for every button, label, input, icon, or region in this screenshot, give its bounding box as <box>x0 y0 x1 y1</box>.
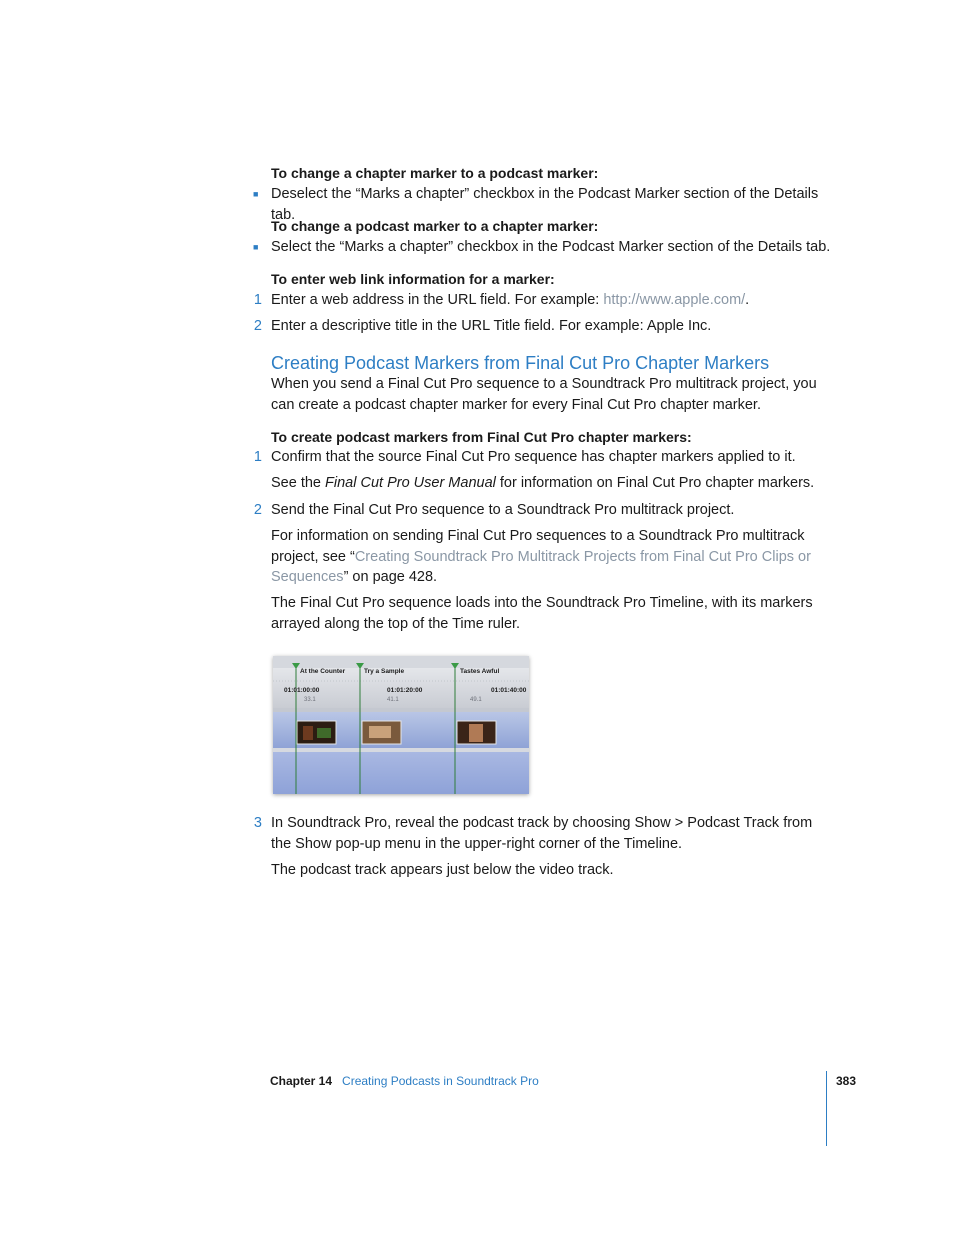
step-number: 3 <box>253 815 262 831</box>
chapter-label: Chapter 14 <box>270 1074 333 1088</box>
podcast-track <box>273 752 529 794</box>
bullet-icon: ■ <box>253 189 259 199</box>
note-part: for information on Final Cut Pro chapter markers. <box>495 475 815 491</box>
step-note <box>271 526 811 588</box>
example-link[interactable]: http://www.apple.com/ <box>603 292 746 308</box>
timeline-screenshot <box>273 656 529 794</box>
instruction-heading: To change a podcast marker to a chapter marker: <box>271 218 599 234</box>
frame-label: 33.1 <box>304 697 316 703</box>
step-text: Confirm that the source Final Cut Pro sequence has chapter markers applied to it. <box>271 449 796 465</box>
instruction-heading: To create podcast markers from Final Cut Pro chapter markers: <box>271 429 692 445</box>
manual-title: Final Cut Pro User Manual <box>325 475 496 491</box>
marker-label: Tastes Awful <box>460 668 500 675</box>
frame-label: 49.1 <box>470 697 482 703</box>
step-text: In Soundtrack Pro, reveal the podcast track by choosing Show > Podcast Track from the Show pop-up menu in the upper-right corner of the Timeline. <box>271 815 813 852</box>
step-text: Enter a descriptive title in the URL Title field. For example: Apple Inc. <box>271 318 712 334</box>
timeline-illustration <box>273 656 529 794</box>
bullet-text: Deselect the “Marks a chapter” checkbox in the Podcast Marker section of the Details tab. <box>271 186 819 223</box>
chapter-title-link[interactable]: Creating Podcasts in Soundtrack Pro <box>342 1074 539 1088</box>
timecode-label: 01:01:00:00 <box>284 687 320 694</box>
section-heading: Creating Podcast Markers from Final Cut Pro Chapter Markers <box>271 353 770 373</box>
marker-label: At the Counter <box>300 668 346 675</box>
step-number: 2 <box>253 318 262 334</box>
frame-label: 41.1 <box>387 697 399 703</box>
step-text-part: Enter a web address in the URL field. For example: <box>271 292 604 308</box>
timecode-label: 01:01:40:00 <box>491 687 527 694</box>
bullet-text: Select the “Marks a chapter” checkbox in the Podcast Marker section of the Details tab. <box>271 239 831 255</box>
footer-chapter <box>270 1073 539 1089</box>
cross-reference-link[interactable]: Creating Soundtrack Pro Multitrack Projects from Final Cut Pro Clips or Sequences <box>271 548 811 585</box>
bullet-icon: ■ <box>253 242 259 252</box>
step-note: The Final Cut Pro sequence loads into the Soundtrack Pro Timeline, with its markers arrayed along the top of the Time ruler. <box>271 595 813 632</box>
step-number: 2 <box>253 502 262 518</box>
step-note <box>271 473 831 494</box>
intro-paragraph: When you send a Final Cut Pro sequence to a Soundtrack Pro multitrack project, you can create a podcast chapter marker for every Final Cut Pro chapter marker. <box>271 376 817 413</box>
step-text-part: . <box>745 292 750 308</box>
step-number: 1 <box>253 449 262 465</box>
timecode-label: 01:01:20:00 <box>387 687 423 694</box>
marker-label: Try a Sample <box>364 668 405 675</box>
step-note: The podcast track appears just below the video track. <box>271 862 614 878</box>
page-number: 383 <box>836 1074 857 1088</box>
instruction-heading: To change a chapter marker to a podcast marker: <box>271 165 599 181</box>
note-part: For information on sending Final Cut Pro sequences to a Soundtrack Pro multitrack project, see “ <box>271 528 805 565</box>
note-part: See the <box>271 475 326 491</box>
step-text <box>271 290 831 311</box>
step-number: 1 <box>253 292 262 308</box>
step-text: Send the Final Cut Pro sequence to a Soundtrack Pro multitrack project. <box>271 502 735 518</box>
marker-bar <box>273 656 529 668</box>
note-part: ” on page 428. <box>343 569 438 585</box>
footer-divider <box>826 1071 827 1146</box>
instruction-heading: To enter web link information for a marker: <box>271 271 555 287</box>
